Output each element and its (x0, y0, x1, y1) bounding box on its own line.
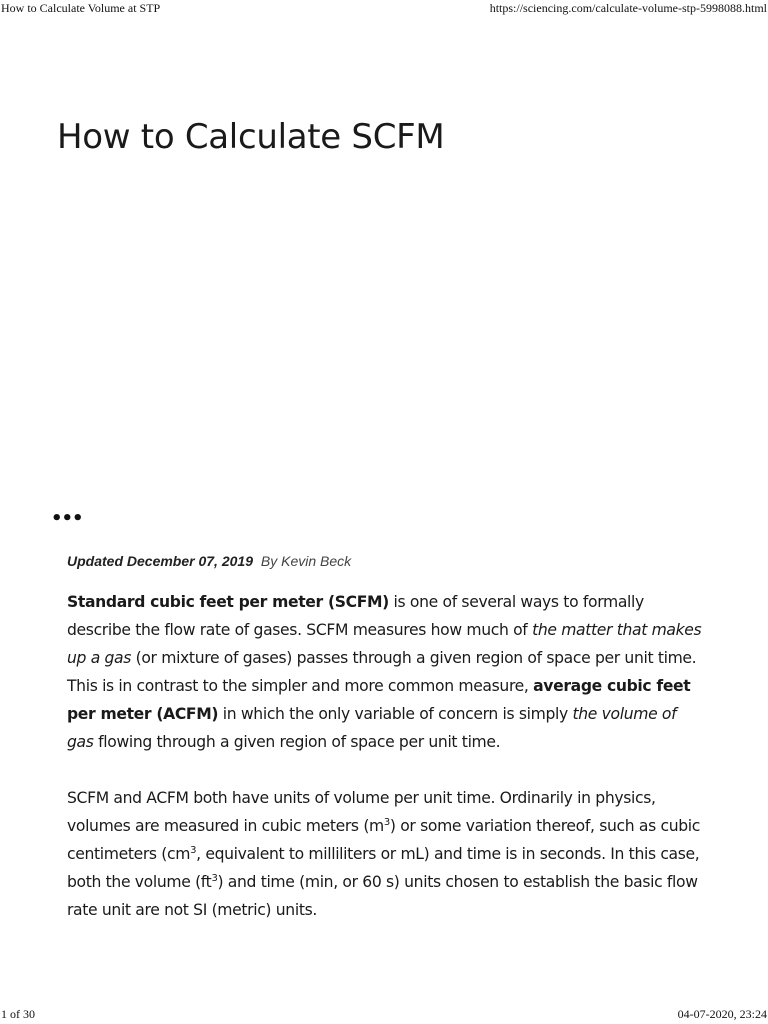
p1-text-1: is one of several ways to formally describe the flow rate of gases. SCFM measures how much of (67, 593, 644, 639)
print-footer (0, 1006, 768, 1024)
term-scfm: Standard cubic feet per meter (SCFM) (67, 593, 389, 611)
print-header (0, 0, 768, 18)
p1-text-2: (or mixture of gases) passes through a given region of space per unit time. This is in contrast to the simpler and more common measure, (67, 649, 697, 695)
p1-emphasis-2: the volume of gas (67, 705, 677, 751)
paragraph-2 (67, 784, 707, 924)
p1-text-3: in which the only variable of concern is simply (218, 705, 573, 723)
print-page-title: How to Calculate Volume at STP (1, 1, 161, 15)
article-title: How to Calculate SCFM (57, 117, 445, 157)
page-count: 1 of 30 (1, 1007, 35, 1021)
updated-date: Updated December 07, 2019 (67, 553, 253, 569)
article-body (67, 588, 707, 952)
paragraph-1 (67, 588, 707, 756)
p2-text-2: ) or some variation thereof, such as cubic centimeters (cm (67, 817, 700, 863)
print-datetime: 04-07-2020, 23:24 (677, 1007, 767, 1021)
author-link[interactable]: By Kevin Beck (260, 553, 352, 569)
p2-sup-2: 3 (190, 845, 197, 856)
p1-emphasis-1: the matter that makes up a gas (67, 621, 702, 667)
p2-text-4: ) and time (min, or 60 s) units chosen to establish the basic flow rate unit are not SI (metric) units. (67, 873, 698, 919)
p2-sup-3: 3 (211, 873, 218, 884)
byline (67, 553, 351, 569)
term-acfm: average cubic feet per meter (ACFM) (67, 677, 691, 723)
p1-text-4: flowing through a given region of space per unit time. (93, 733, 501, 751)
p2-text-3: , equivalent to milliliters or mL) and time is in seconds. In this case, both the volume (ft (67, 845, 700, 891)
more-dots-icon[interactable]: ••• (51, 508, 83, 529)
p2-text-1: SCFM and ACFM both have units of volume per unit time. Ordinarily in physics, volumes are measured in cubic meters (m (67, 789, 656, 835)
p2-sup-1: 3 (383, 817, 390, 828)
print-url[interactable]: https://sciencing.com/calculate-volume-stp-5998088.html (489, 1, 767, 15)
